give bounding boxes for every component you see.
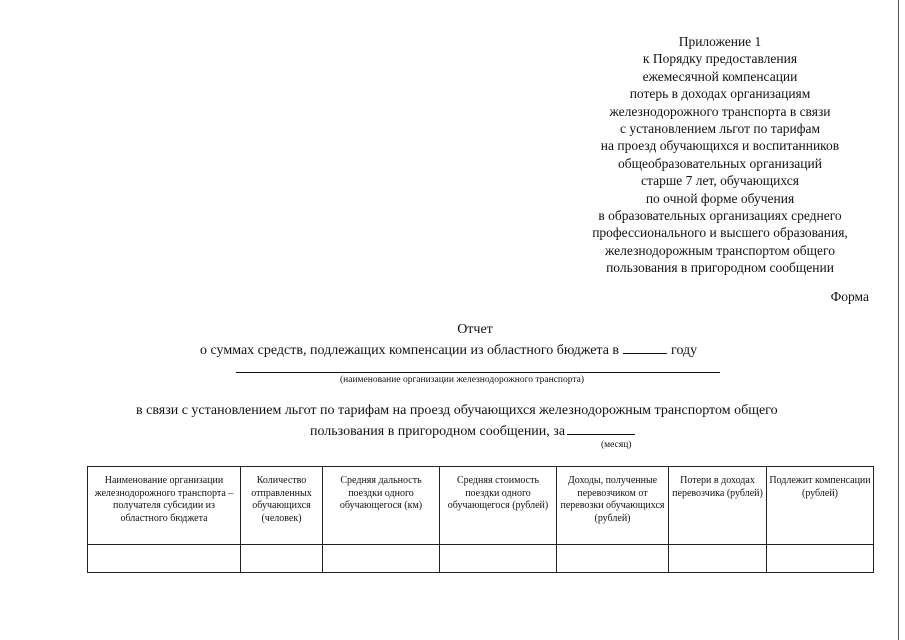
header-students-count: Количество отправленных обучающихся (человек) [241, 467, 323, 545]
appendix-line: общеобразовательных организаций [618, 155, 822, 171]
appendix-line: с установлением льгот по тарифам [619, 121, 821, 137]
table-cell[interactable] [440, 545, 557, 573]
table-cell[interactable] [241, 545, 323, 573]
appendix-line: пользования в пригородном сообщении [606, 260, 834, 276]
appendix-block [560, 33, 880, 277]
appendix-line: профессионального и высшего образования, [592, 225, 848, 241]
report-description-line-1: в связи с установлением льгот по тарифам на проезд обучающихся железнодорожным транспортом общего [136, 403, 778, 418]
table-cell[interactable] [669, 545, 767, 573]
table-row [88, 545, 874, 573]
page-edge-line [898, 0, 899, 640]
appendix-line: потерь в доходах организациям [629, 86, 811, 102]
report-description-line-2 [310, 422, 635, 440]
month-blank-field[interactable] [567, 422, 635, 435]
report-table [87, 466, 874, 573]
form-label: Форма [830, 289, 869, 304]
table-cell[interactable] [323, 545, 440, 573]
header-carrier-losses: Потери в доходах перевозчика (рублей) [669, 467, 767, 545]
table-cell[interactable] [557, 545, 669, 573]
table-cell[interactable] [767, 545, 874, 573]
table-cell[interactable] [88, 545, 241, 573]
appendix-line: Приложение 1 [678, 34, 762, 49]
year-blank-field[interactable] [623, 341, 667, 354]
month-caption: (месяц) [601, 440, 632, 450]
organization-name-field[interactable] [236, 372, 720, 373]
appendix-line: старше 7 лет, обучающихся [641, 173, 799, 189]
appendix-line: к Порядку предоставления [642, 51, 798, 67]
header-compensation: Подлежит компенсации (рублей) [767, 467, 874, 545]
appendix-line: по очной форме обучения [645, 190, 795, 206]
report-subtitle [200, 341, 697, 359]
appendix-line: на проезд обучающихся и воспитанников [600, 138, 840, 154]
report-title: Отчет [457, 322, 493, 337]
header-average-cost: Средняя стоимость поездки одного обучающегося (рублей) [440, 467, 557, 545]
description-text: пользования в пригородном сообщении, за [310, 424, 566, 439]
header-organization-name: Наименование организации железнодорожного транспорта – получателя субсидии из областного бюджета [88, 467, 241, 545]
appendix-line: железнодорожного транспорта в связи [609, 103, 831, 119]
subtitle-text: о суммах средств, подлежащих компенсации из областного бюджета в [200, 343, 620, 358]
appendix-line: ежемесячной компенсации [642, 68, 798, 84]
header-carrier-income: Доходы, полученные перевозчиком от перевозки обучающихся (рублей) [557, 467, 669, 545]
subtitle-year-word: году [671, 343, 698, 358]
organization-caption: (наименование организации железнодорожного транспорта) [340, 375, 585, 385]
appendix-line: в образовательных организациях среднего [598, 208, 842, 224]
table-header-row [88, 467, 874, 545]
header-average-distance: Средняя дальность поездки одного обучающегося (км) [323, 467, 440, 545]
appendix-line: железнодорожным транспортом общего [605, 242, 835, 258]
